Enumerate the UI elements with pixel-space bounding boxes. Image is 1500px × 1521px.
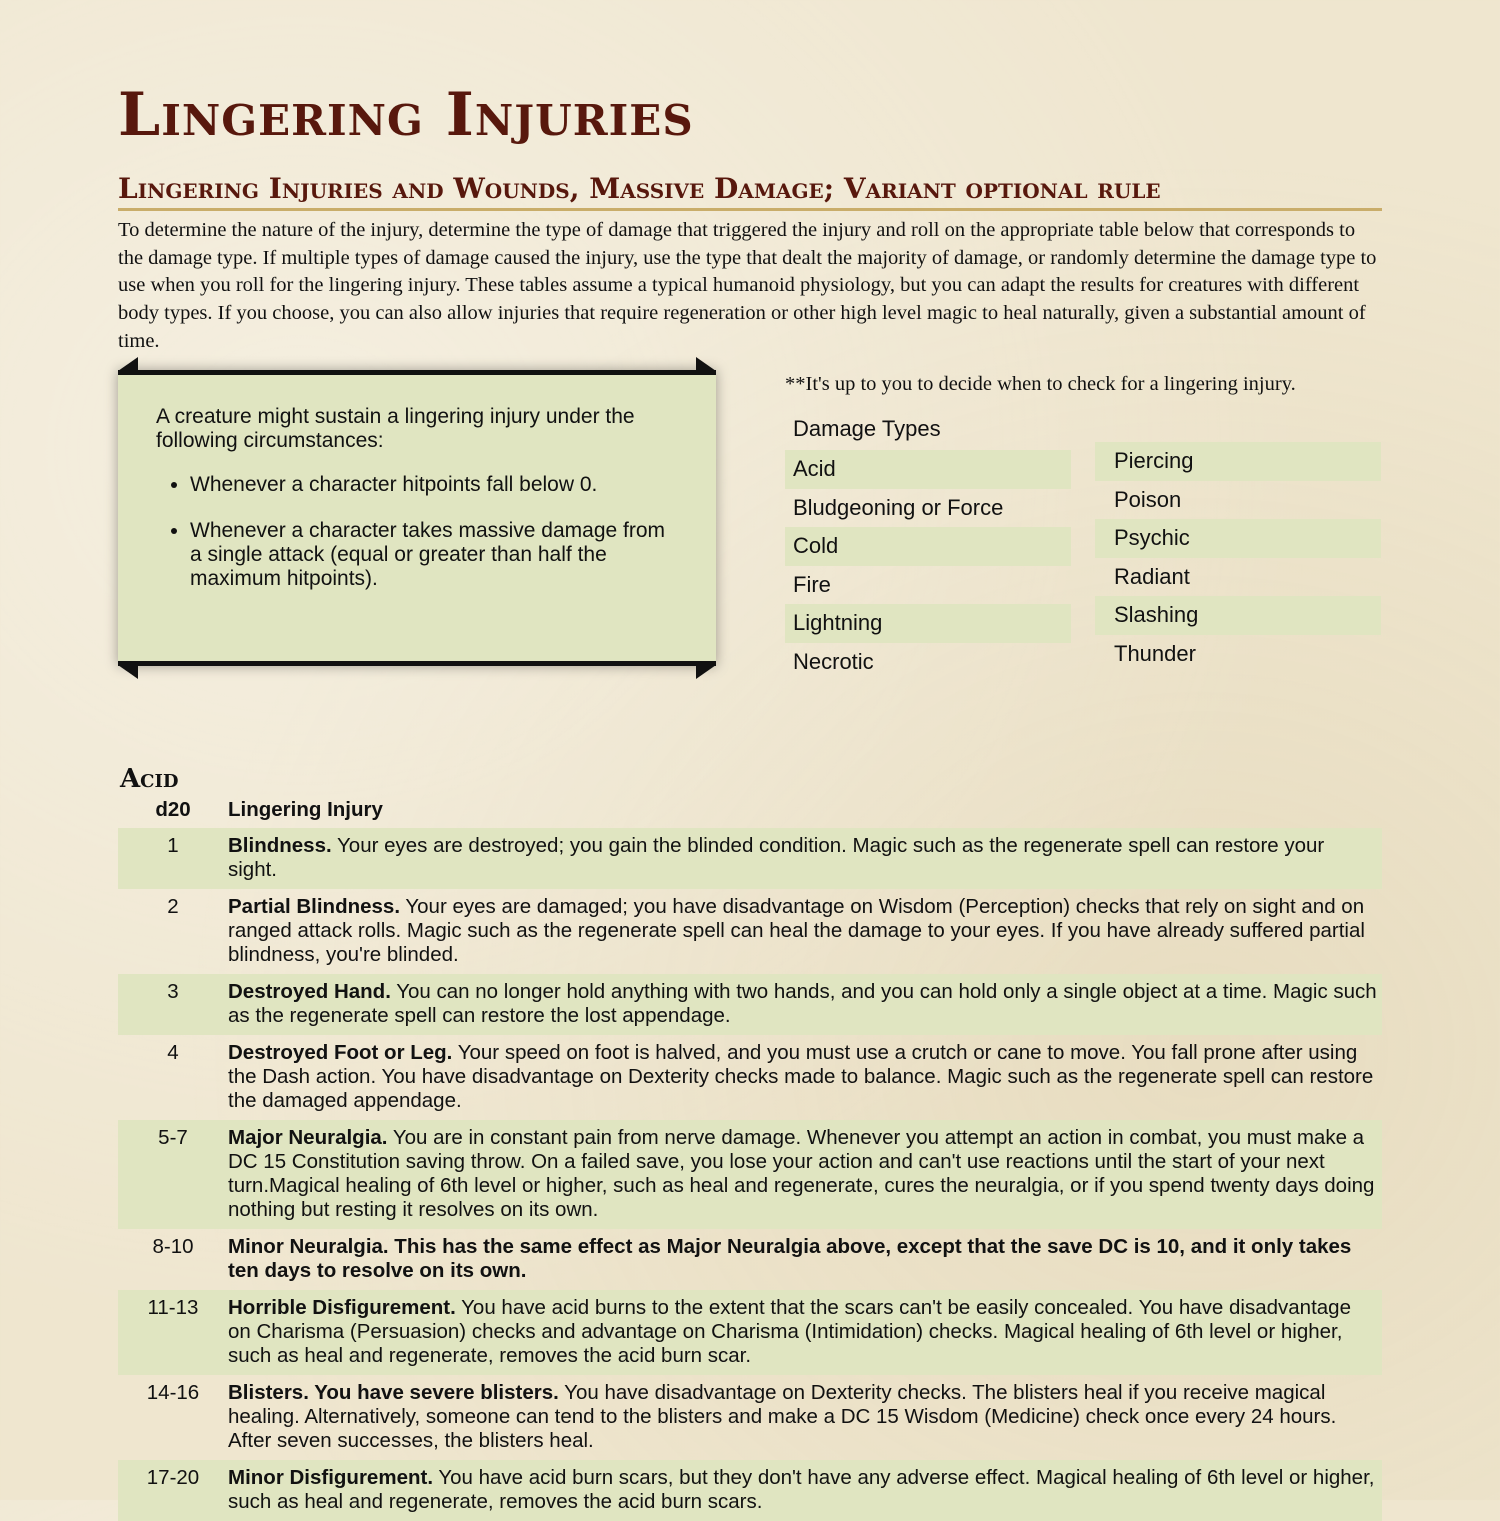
- injury-text: You have acid burn scars, but they don't have any adverse effect. Magical healing of 6th level or higher, such as heal and regenerate, removes the acid burn scars.: [228, 1466, 1375, 1513]
- injury-description: [228, 1381, 1382, 1453]
- corner-decoration: [696, 665, 716, 679]
- note-box: [118, 370, 716, 666]
- page-title: Lingering Injuries: [118, 80, 694, 150]
- roll-value: 2: [167, 895, 179, 918]
- injury-text: Your eyes are damaged; you have disadvantage on Wisdom (Perception) checks that rely on sight and on ranged attack rolls. Magic such as the regenerate spell can heal the damage to your eyes. If you have already suffered partial blindness, you're blinded.: [228, 895, 1365, 966]
- injury-name: Blisters. You have severe blisters.: [228, 1381, 559, 1404]
- injury-description: [228, 1126, 1382, 1222]
- note-bullet: • Whenever a character hitpoints fall below 0.: [190, 473, 676, 497]
- acid-table: [118, 798, 1382, 1521]
- damage-type: Bludgeoning or Force: [793, 494, 1004, 520]
- injury-name: Major Neuralgia.: [228, 1126, 388, 1149]
- side-note: **It's up to you to decide when to check for a lingering injury.: [785, 373, 1296, 395]
- acid-heading: Acid: [120, 764, 179, 794]
- damage-type: Necrotic: [793, 648, 874, 674]
- table-row: [118, 828, 1382, 889]
- injury-text: You can no longer hold anything with two hands, and you can hold only a single object at a time. Magic such as the regenerate spell can restore the lost appendage.: [228, 980, 1377, 1027]
- injury-name: Partial Blindness.: [228, 895, 401, 918]
- corner-decoration: [118, 357, 138, 371]
- roll-value: 1: [167, 834, 179, 857]
- injury-name: Blindness.: [228, 834, 332, 857]
- injury-name: Horrible Disfigurement.: [228, 1296, 456, 1319]
- table-row: [118, 1229, 1382, 1290]
- table-header: [118, 798, 1382, 828]
- table-row: [118, 1460, 1382, 1521]
- section-subtitle: Lingering Injuries and Wounds, Massive Damage; Variant optional rule: [118, 170, 1382, 211]
- roll-value: 3: [167, 980, 179, 1003]
- injury-text: You have disadvantage on Dexterity checks. The blisters heal if you receive magical healing. Alternatively, someone can tend to the blisters and make a DC 15 Wisdom (Medicine) check once every 24 hours. After seven successes, the blisters heal.: [228, 1381, 1337, 1452]
- column-header-d20: d20: [155, 798, 191, 821]
- roll-value: 5-7: [158, 1126, 188, 1149]
- table-row: [118, 889, 1382, 974]
- injury-description: [228, 1296, 1382, 1368]
- roll-value: 17-20: [146, 1466, 200, 1489]
- damage-type: Cold: [785, 527, 1071, 566]
- damage-types-heading: Damage Types: [793, 416, 941, 441]
- damage-type: Slashing: [1095, 596, 1381, 635]
- injury-description: [228, 980, 1382, 1028]
- table-row: [118, 1035, 1382, 1120]
- note-bullets: [168, 473, 676, 591]
- damage-types-left: [785, 450, 1071, 682]
- table-row: [118, 1290, 1382, 1375]
- intro-paragraph: To determine the nature of the injury, determine the type of damage that triggered the injury and roll on the appropriate table below that corresponds to the damage type. If multiple types of damage caused the injury, use the type that dealt the majority of damage, or randomly determine the damage type to use when you roll for the lingering injury. These tables assume a typical humanoid physiology, but you can adapt the results for creatures with different body types. If you choose, you can also allow injuries that require regeneration or other high level magic to heal naturally, given a substantial amount of time.: [118, 219, 1377, 352]
- injury-text: You have acid burns to the extent that the scars can't be easily concealed. You have disadvantage on Charisma (Persuasion) checks and advantage on Charisma (Intimidation) checks. Magical healing of 6th level or higher, such as heal and regenerate, removes the acid burn scar.: [228, 1296, 1351, 1367]
- damage-type: Poison: [1114, 486, 1182, 512]
- note-text: A creature might sustain a lingering injury under the following circumstances:: [156, 405, 635, 452]
- damage-type: Thunder: [1114, 640, 1196, 666]
- injury-description: [228, 1041, 1382, 1113]
- damage-type: Psychic: [1095, 519, 1381, 558]
- injury-text: Your eyes are destroyed; you gain the blinded condition. Magic such as the regenerate spell can restore your sight.: [228, 834, 1325, 881]
- damage-types-right: [1095, 442, 1381, 674]
- injury-description: [228, 834, 1382, 882]
- table-row: [118, 1375, 1382, 1460]
- table-row: [118, 1120, 1382, 1229]
- injury-text: Your speed on foot is halved, and you must use a crutch or cane to move. You fall prone after using the Dash action. You have disadvantage on Dexterity checks made to balance. Magic such as the regenerate spell can restore the damaged appendage.: [228, 1041, 1374, 1112]
- injury-description: [228, 1235, 1382, 1283]
- table-row: [118, 974, 1382, 1035]
- damage-type: Radiant: [1114, 563, 1190, 589]
- corner-decoration: [696, 357, 716, 371]
- injury-description: [228, 1466, 1382, 1514]
- roll-value: 4: [167, 1041, 179, 1064]
- corner-decoration: [118, 665, 138, 679]
- column-header-injury: Lingering Injury: [228, 798, 383, 821]
- damage-type: Fire: [793, 571, 831, 597]
- injury-name: Destroyed Foot or Leg.: [228, 1041, 453, 1064]
- injury-name: Minor Neuralgia. This has the same effect as Major Neuralgia above, except that the save DC is 10, and it only takes ten days to resolve on its own.: [228, 1235, 1352, 1282]
- injury-description: [228, 895, 1382, 967]
- damage-type: Lightning: [785, 604, 1071, 643]
- roll-value: 11-13: [147, 1296, 199, 1319]
- note-bullet: • Whenever a character takes massive damage from a single attack (equal or greater than half the maximum hitpoints).: [190, 519, 676, 591]
- injury-name: Minor Disfigurement.: [228, 1466, 434, 1489]
- damage-type: Acid: [785, 450, 1071, 489]
- roll-value: 8-10: [152, 1235, 194, 1258]
- roll-value: 14-16: [146, 1381, 200, 1404]
- damage-type: Piercing: [1095, 442, 1381, 481]
- injury-text: You are in constant pain from nerve damage. Whenever you attempt an action in combat, you must make a DC 15 Constitution saving throw. On a failed save, you lose your action and can't use reactions until the start of your next turn.Magical healing of 6th level or higher, such as heal and regenerate, cures the neuralgia, or if you spend twenty days doing nothing but resting it resolves on its own.: [228, 1126, 1375, 1221]
- injury-name: Destroyed Hand.: [228, 980, 391, 1003]
